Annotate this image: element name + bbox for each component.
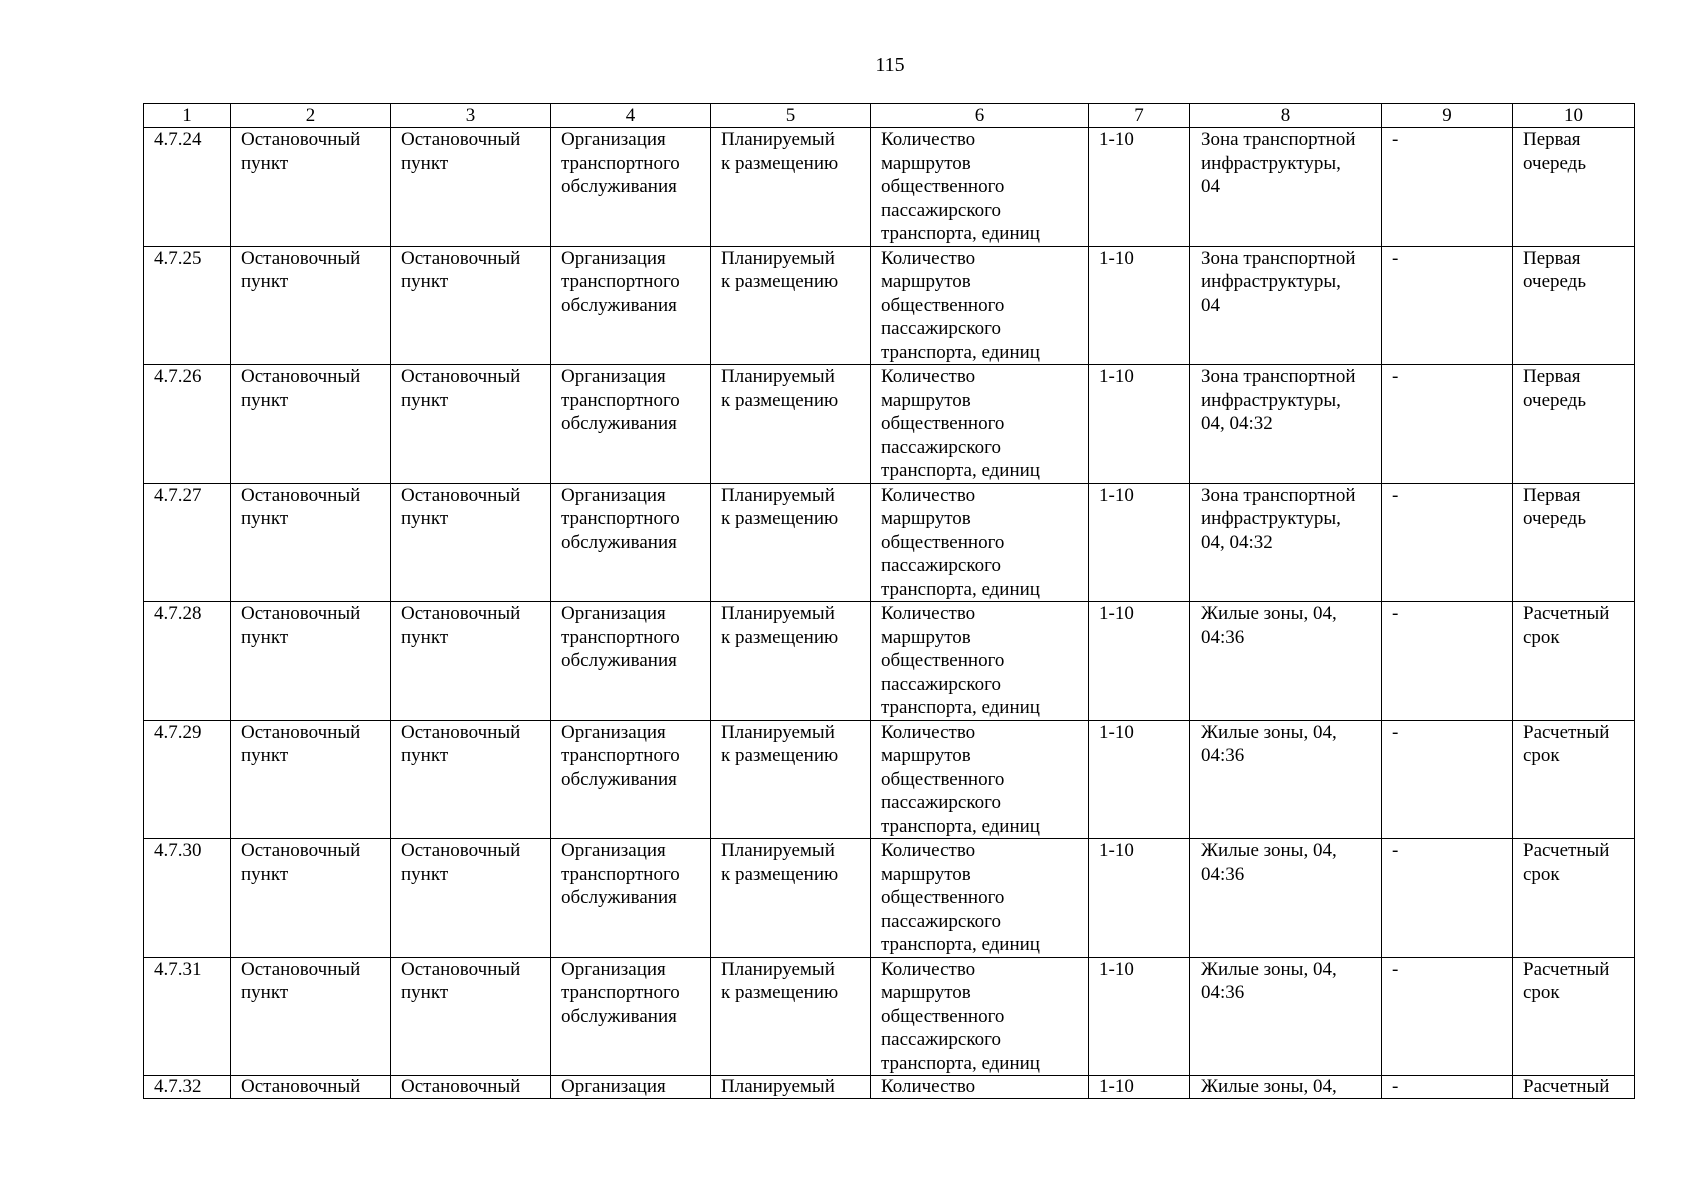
purpose-cell: Организация транспортного обслуживания: [551, 602, 711, 721]
protection-zone-cell: -: [1382, 957, 1513, 1076]
table-row: [144, 128, 1635, 247]
characteristic-cell: Количество маршрутов общественного пассажирского транспорта, единиц: [871, 720, 1089, 839]
purpose-cell: Организация транспортного обслуживания: [551, 128, 711, 247]
objects-table: [143, 103, 1635, 1099]
table-row: [144, 839, 1635, 958]
object-type-cell: Остановочный пункт: [231, 602, 391, 721]
column-header: 6: [871, 104, 1089, 128]
table-row: [144, 720, 1635, 839]
value-cell: 1-10: [1089, 1076, 1190, 1099]
object-name-cell: Остановочный пункт: [391, 128, 551, 247]
object-name-cell: Остановочный пункт: [391, 957, 551, 1076]
table-row: [144, 483, 1635, 602]
value-cell: 1-10: [1089, 365, 1190, 484]
object-type-cell: Остановочный пункт: [231, 957, 391, 1076]
table-row: [144, 957, 1635, 1076]
column-header: 4: [551, 104, 711, 128]
object-name-cell: Остановочный пункт: [391, 246, 551, 365]
object-type-cell: Остановочный пункт: [231, 128, 391, 247]
row-number-cell: 4.7.27: [144, 483, 231, 602]
characteristic-cell: Количество: [871, 1076, 1089, 1099]
stage-cell: Первая очередь: [1513, 246, 1635, 365]
protection-zone-cell: -: [1382, 365, 1513, 484]
protection-zone-cell: -: [1382, 246, 1513, 365]
stage-cell: Расчетный: [1513, 1076, 1635, 1099]
object-type-cell: Остановочный пункт: [231, 720, 391, 839]
status-cell: Планируемый к размещению: [711, 483, 871, 602]
protection-zone-cell: -: [1382, 839, 1513, 958]
zone-cell: Зона транспортной инфраструктуры, 04: [1190, 128, 1382, 247]
protection-zone-cell: -: [1382, 720, 1513, 839]
object-type-cell: Остановочный пункт: [231, 839, 391, 958]
stage-cell: Первая очередь: [1513, 128, 1635, 247]
object-name-cell: Остановочный пункт: [391, 720, 551, 839]
protection-zone-cell: -: [1382, 483, 1513, 602]
column-number-row: [144, 104, 1635, 128]
zone-cell: Жилые зоны, 04, 04:36: [1190, 839, 1382, 958]
characteristic-cell: Количество маршрутов общественного пассажирского транспорта, единиц: [871, 483, 1089, 602]
status-cell: Планируемый к размещению: [711, 365, 871, 484]
object-type-cell: Остановочный пункт: [231, 365, 391, 484]
value-cell: 1-10: [1089, 602, 1190, 721]
purpose-cell: Организация транспортного обслуживания: [551, 365, 711, 484]
row-number-cell: 4.7.24: [144, 128, 231, 247]
zone-cell: Зона транспортной инфраструктуры, 04, 04:32: [1190, 483, 1382, 602]
column-header: 5: [711, 104, 871, 128]
stage-cell: Первая очередь: [1513, 483, 1635, 602]
table-row: [144, 1076, 1635, 1099]
column-header: 3: [391, 104, 551, 128]
table-row: [144, 365, 1635, 484]
stage-cell: Расчетный срок: [1513, 957, 1635, 1076]
zone-cell: Жилые зоны, 04, 04:36: [1190, 602, 1382, 721]
value-cell: 1-10: [1089, 957, 1190, 1076]
object-name-cell: Остановочный пункт: [391, 839, 551, 958]
value-cell: 1-10: [1089, 246, 1190, 365]
column-header: 10: [1513, 104, 1635, 128]
table-row: [144, 602, 1635, 721]
row-number-cell: 4.7.25: [144, 246, 231, 365]
purpose-cell: Организация транспортного обслуживания: [551, 957, 711, 1076]
status-cell: Планируемый к размещению: [711, 720, 871, 839]
row-number-cell: 4.7.28: [144, 602, 231, 721]
characteristic-cell: Количество маршрутов общественного пассажирского транспорта, единиц: [871, 602, 1089, 721]
row-number-cell: 4.7.32: [144, 1076, 231, 1099]
status-cell: Планируемый к размещению: [711, 246, 871, 365]
zone-cell: Жилые зоны, 04,: [1190, 1076, 1382, 1099]
column-header: 9: [1382, 104, 1513, 128]
column-header: 2: [231, 104, 391, 128]
row-number-cell: 4.7.29: [144, 720, 231, 839]
purpose-cell: Организация транспортного обслуживания: [551, 246, 711, 365]
zone-cell: Жилые зоны, 04, 04:36: [1190, 957, 1382, 1076]
object-name-cell: Остановочный пункт: [391, 365, 551, 484]
zone-cell: Жилые зоны, 04, 04:36: [1190, 720, 1382, 839]
object-name-cell: Остановочный пункт: [391, 602, 551, 721]
column-header: 1: [144, 104, 231, 128]
object-type-cell: Остановочный пункт: [231, 246, 391, 365]
characteristic-cell: Количество маршрутов общественного пассажирского транспорта, единиц: [871, 128, 1089, 247]
status-cell: Планируемый к размещению: [711, 602, 871, 721]
purpose-cell: Организация транспортного обслуживания: [551, 483, 711, 602]
zone-cell: Зона транспортной инфраструктуры, 04, 04:32: [1190, 365, 1382, 484]
row-number-cell: 4.7.30: [144, 839, 231, 958]
protection-zone-cell: -: [1382, 602, 1513, 721]
protection-zone-cell: -: [1382, 1076, 1513, 1099]
status-cell: Планируемый к размещению: [711, 128, 871, 247]
purpose-cell: Организация транспортного обслуживания: [551, 839, 711, 958]
value-cell: 1-10: [1089, 128, 1190, 247]
value-cell: 1-10: [1089, 720, 1190, 839]
column-header: 7: [1089, 104, 1190, 128]
stage-cell: Расчетный срок: [1513, 720, 1635, 839]
object-type-cell: Остановочный: [231, 1076, 391, 1099]
characteristic-cell: Количество маршрутов общественного пассажирского транспорта, единиц: [871, 957, 1089, 1076]
page-number: 115: [875, 54, 905, 76]
characteristic-cell: Количество маршрутов общественного пассажирского транспорта, единиц: [871, 246, 1089, 365]
table-row: [144, 246, 1635, 365]
protection-zone-cell: -: [1382, 128, 1513, 247]
object-type-cell: Остановочный пункт: [231, 483, 391, 602]
zone-cell: Зона транспортной инфраструктуры, 04: [1190, 246, 1382, 365]
stage-cell: Расчетный срок: [1513, 602, 1635, 721]
purpose-cell: Организация транспортного обслуживания: [551, 720, 711, 839]
object-name-cell: Остановочный: [391, 1076, 551, 1099]
status-cell: Планируемый: [711, 1076, 871, 1099]
stage-cell: Первая очередь: [1513, 365, 1635, 484]
characteristic-cell: Количество маршрутов общественного пассажирского транспорта, единиц: [871, 839, 1089, 958]
characteristic-cell: Количество маршрутов общественного пассажирского транспорта, единиц: [871, 365, 1089, 484]
column-header: 8: [1190, 104, 1382, 128]
object-name-cell: Остановочный пункт: [391, 483, 551, 602]
purpose-cell: Организация: [551, 1076, 711, 1099]
value-cell: 1-10: [1089, 483, 1190, 602]
row-number-cell: 4.7.31: [144, 957, 231, 1076]
value-cell: 1-10: [1089, 839, 1190, 958]
status-cell: Планируемый к размещению: [711, 957, 871, 1076]
row-number-cell: 4.7.26: [144, 365, 231, 484]
stage-cell: Расчетный срок: [1513, 839, 1635, 958]
status-cell: Планируемый к размещению: [711, 839, 871, 958]
